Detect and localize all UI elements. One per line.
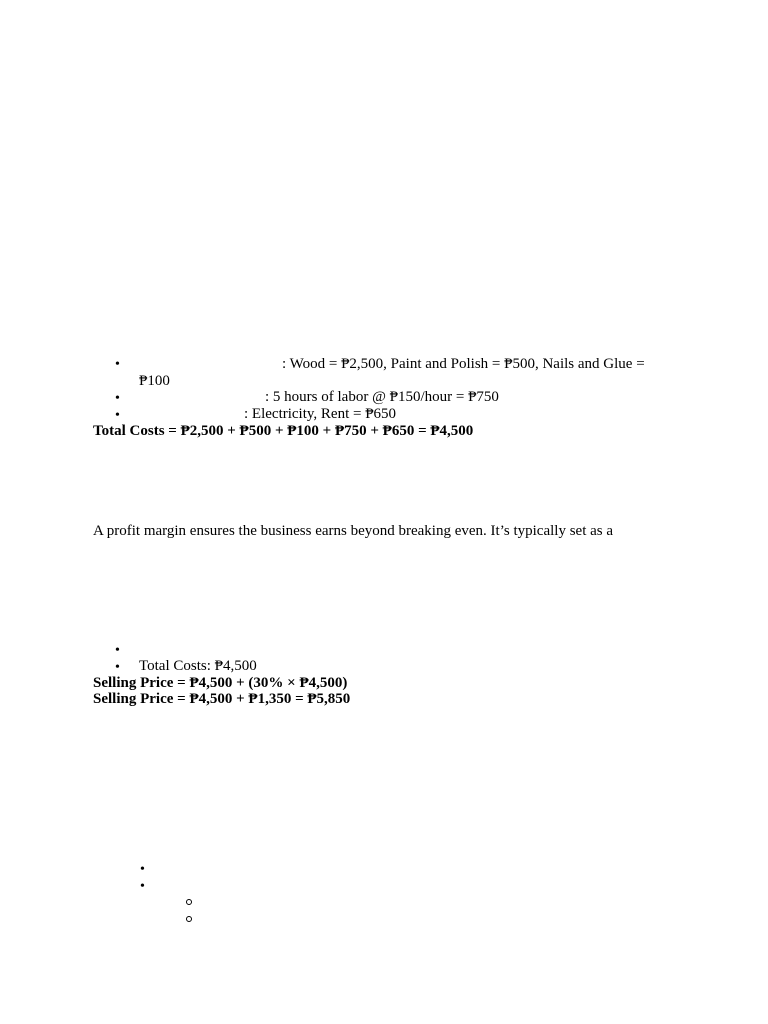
price-item-2-bullet: • bbox=[115, 660, 120, 675]
cost-item-1-bullet: • bbox=[115, 357, 120, 372]
price-item-2-text: Total Costs: ₱4,500 bbox=[139, 658, 257, 674]
cost-item-1-continuation: ₱100 bbox=[139, 373, 170, 389]
cost-item-1-text: : Wood = ₱2,500, Paint and Polish = ₱500, Nails and Glue = bbox=[282, 356, 645, 372]
cost-item-3-bullet: • bbox=[115, 408, 120, 423]
empty-sublist-circle-1 bbox=[186, 899, 192, 905]
selling-price-result: Selling Price = ₱4,500 + ₱1,350 = ₱5,850 bbox=[93, 691, 351, 707]
empty-list-bullet-2: • bbox=[140, 879, 145, 894]
total-costs-formula: Total Costs = ₱2,500 + ₱500 + ₱100 + ₱750 + ₱650 = ₱4,500 bbox=[93, 423, 474, 439]
cost-item-2-bullet: • bbox=[115, 391, 120, 406]
empty-sublist-circle-2 bbox=[186, 916, 192, 922]
empty-list-bullet-1: • bbox=[140, 862, 145, 877]
profit-margin-paragraph: A profit margin ensures the business earns beyond breaking even. It’s typically set as a bbox=[93, 523, 614, 539]
cost-item-2-text: : 5 hours of labor @ ₱150/hour = ₱750 bbox=[265, 389, 499, 405]
selling-price-formula: Selling Price = ₱4,500 + (30% × ₱4,500) bbox=[93, 675, 348, 691]
cost-item-3-text: : Electricity, Rent = ₱650 bbox=[244, 406, 397, 422]
price-item-1-bullet: • bbox=[115, 643, 120, 658]
